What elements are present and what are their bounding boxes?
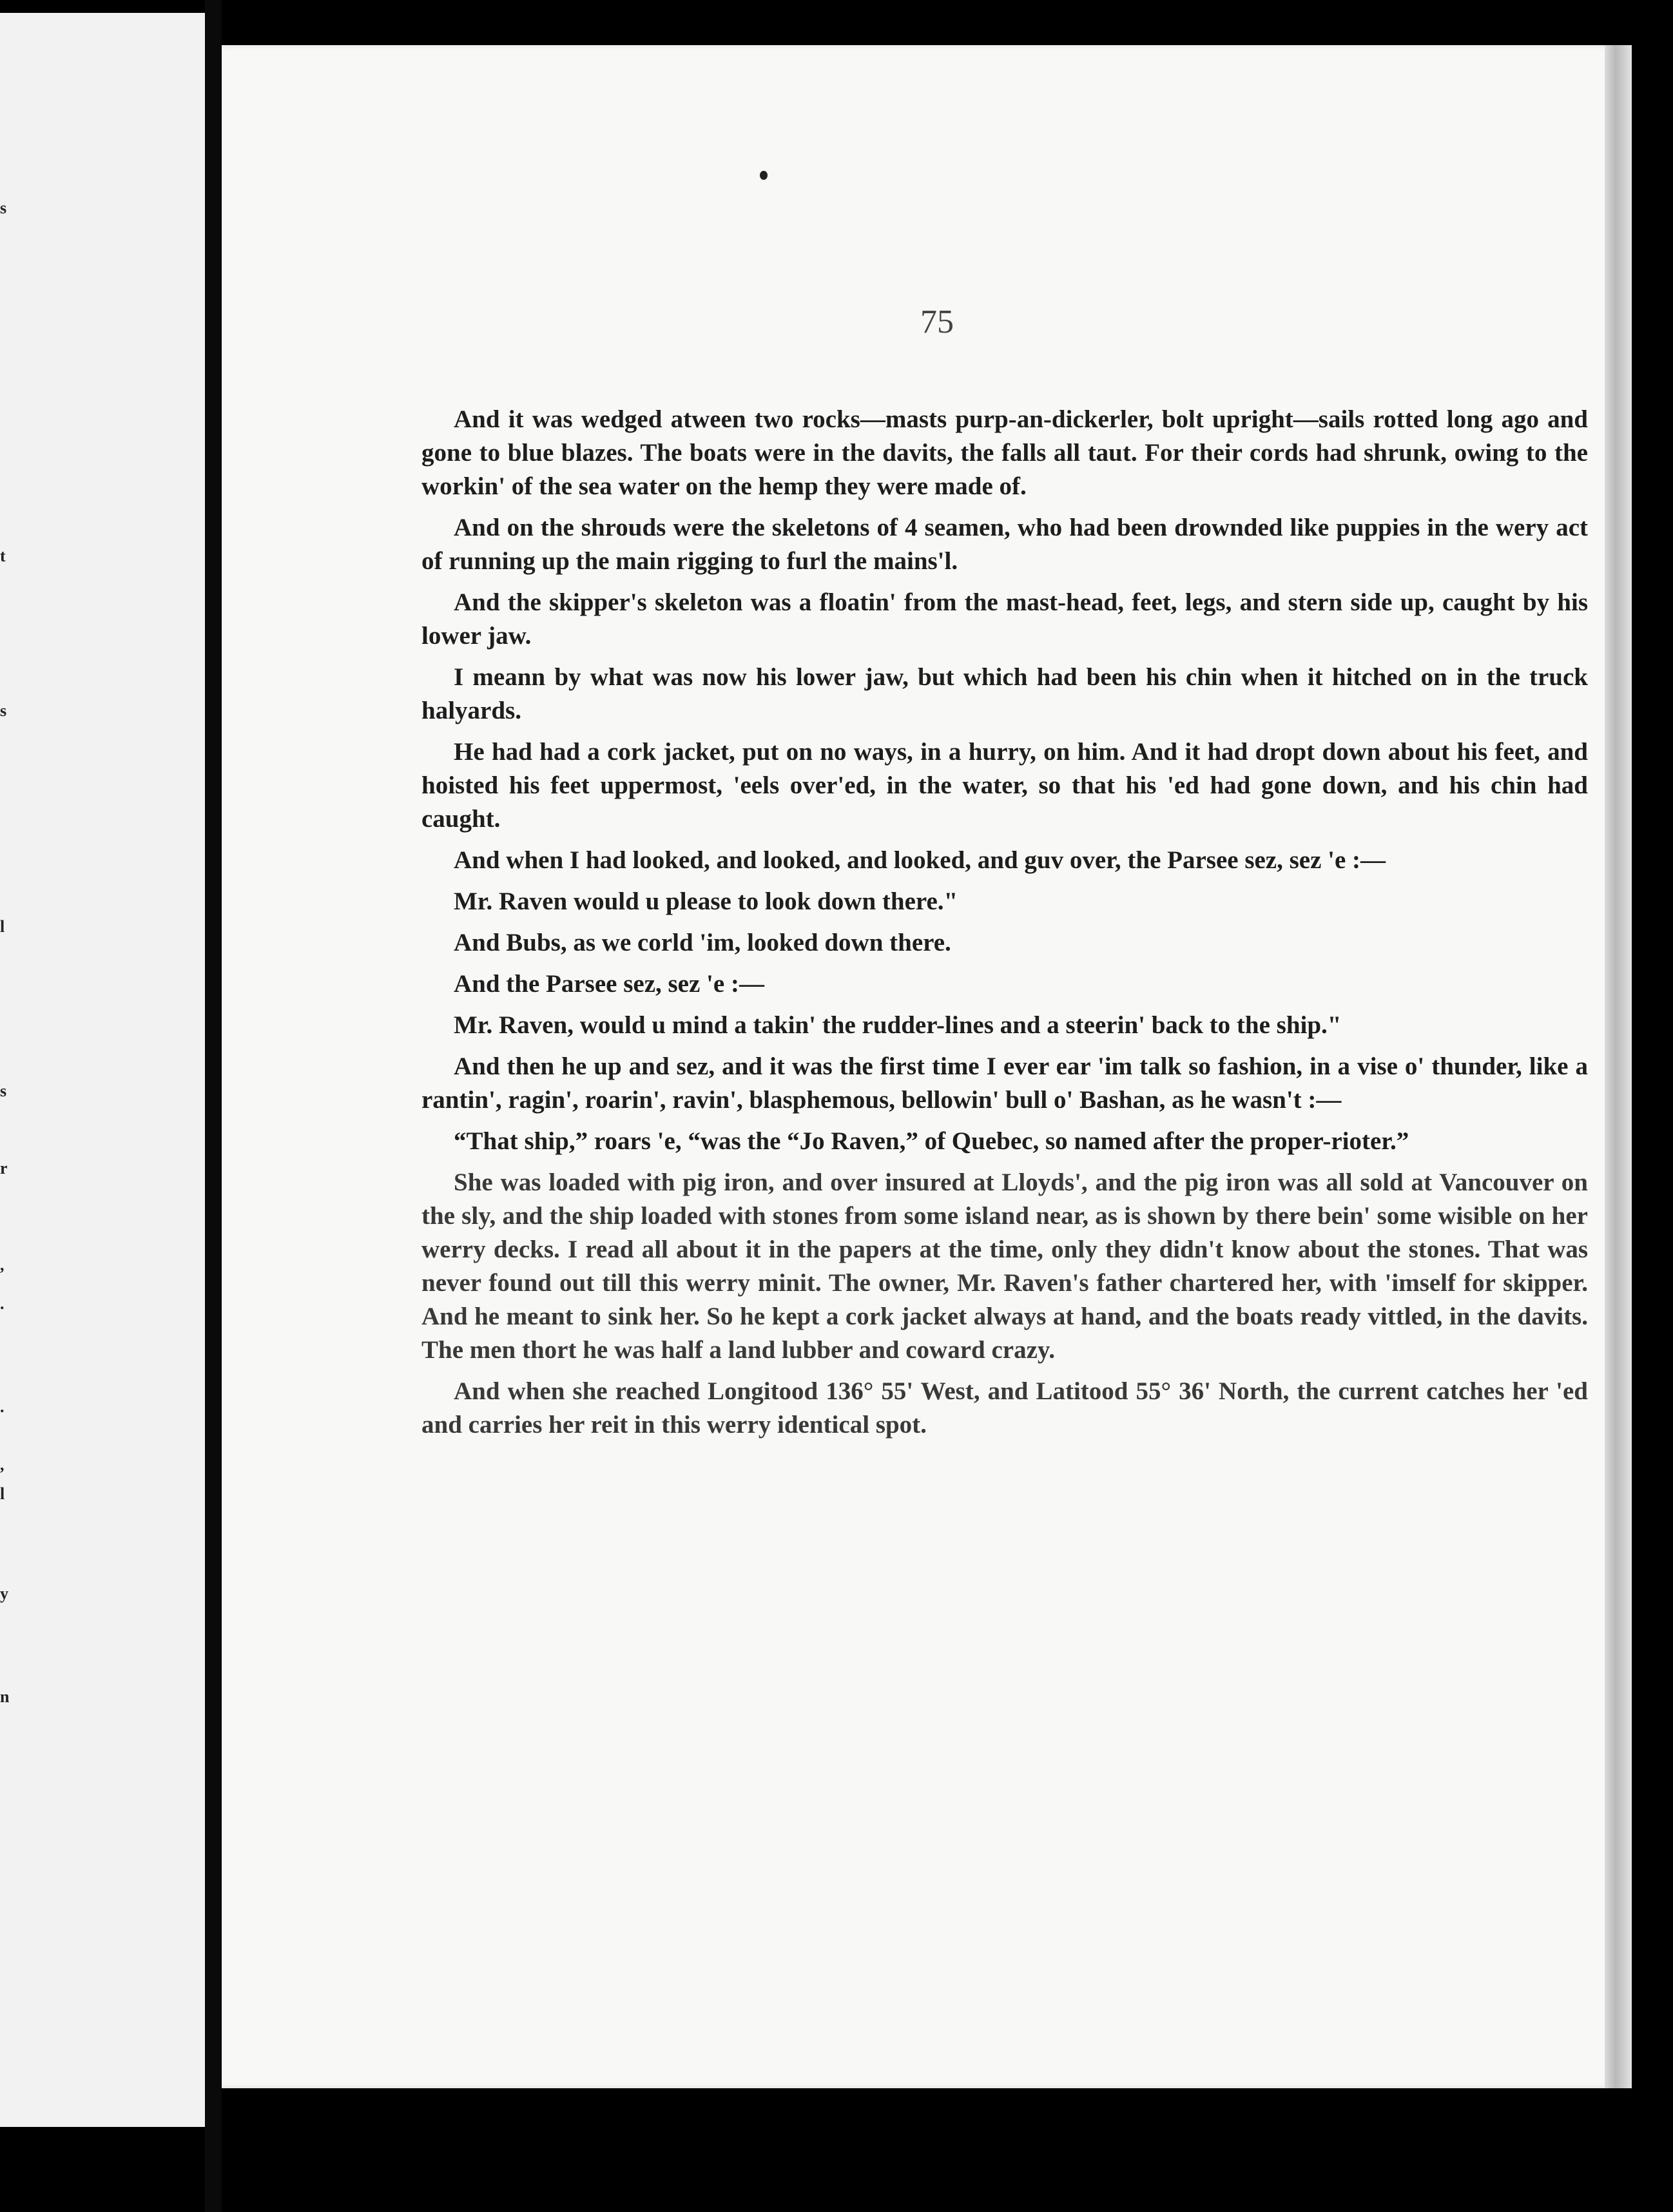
book-page xyxy=(222,45,1632,2088)
paragraph: And when she reached Longitood 136° 55' West, and Latitood 55° 36' North, the current catches her 'ed and carries her reit in this werry identical spot. xyxy=(421,1377,1588,1439)
paragraph: And it was wedged atween two rocks—masts purp-an-dickerler, bolt upright—sails rotted long ago and gone to blue blazes. The boats were in the davits, the falls all taut. For their cords had shrunk, owing to the workin' of the sea water on the hemp they were made of. xyxy=(421,405,1588,500)
left-page-edge-char: t xyxy=(0,547,6,565)
left-page-edge-char: l xyxy=(0,917,5,936)
paragraph: And Bubs, as we corld 'im, looked down there. xyxy=(454,929,951,956)
paragraph: And when I had looked, and looked, and looked, and guv over, the Parsee sez, sez 'e :— xyxy=(454,846,1386,874)
left-page-edge-char: s xyxy=(0,1082,7,1100)
left-page-edge-char: , xyxy=(0,1455,5,1474)
ink-dot xyxy=(760,171,768,180)
left-page-edge-char: s xyxy=(0,199,7,217)
adjacent-left-page xyxy=(0,13,205,2127)
book-gutter xyxy=(205,0,222,2212)
body-text xyxy=(421,403,1588,1450)
paragraph: She was loaded with pig iron, and over insured at Lloyds', and the pig iron was all sold at Vancouver on the sly, and the ship loaded with stones from some island near, as is shown by there bein' some wisible on her werry decks. I read all about it in the papers at the time, only they didn't know about the stones. That was never found out till this werry minit. The owner, Mr. Raven's father chartered her, with 'imself for skipper. And he meant to sink her. So he kept a cork jacket always at hand, and the boats ready vittled, in the davits. The men thort he was half a land lubber and coward crazy. xyxy=(421,1169,1588,1364)
left-page-edge-char: n xyxy=(0,1687,10,1706)
paragraph: Mr. Raven would u please to look down there." xyxy=(454,888,958,915)
left-page-edge-char: , xyxy=(0,1256,5,1274)
left-page-edge-char: r xyxy=(0,1159,8,1178)
paragraph: Mr. Raven, would u mind a takin' the rudder-lines and a steerin' back to the ship." xyxy=(454,1011,1342,1039)
left-page-edge-char: . xyxy=(0,1397,5,1416)
paragraph: I meann by what was now his lower jaw, but which had been his chin when it hitched on in the truck halyards. xyxy=(421,663,1588,724)
paragraph: And then he up and sez, and it was the first time I ever ear 'im talk so fashion, in a vise o' thunder, like a rantin', ragin', roarin', ravin', blasphemous, bellowin' bull o' Bashan, as he wasn't :— xyxy=(421,1053,1588,1114)
page-number: 75 xyxy=(920,304,954,340)
page-edge-shadow xyxy=(1605,45,1632,2088)
paragraph: He had had a cork jacket, put on no ways, in a hurry, on him. And it had dropt down about his feet, and hoisted his feet uppermost, 'eels over'ed, in the water, so that his 'ed had gone down, and his chin had caught. xyxy=(421,738,1588,833)
left-page-edge-char: s xyxy=(0,701,7,720)
paragraph: “That ship,” roars 'e, “was the “Jo Raven,” of Quebec, so named after the proper-rioter.” xyxy=(454,1127,1409,1155)
paragraph: And on the shrouds were the skeletons of 4 seamen, who had been drownded like puppies in the wery act of running up the main rigging to furl the mains'l. xyxy=(421,514,1588,575)
paragraph: And the Parsee sez, sez 'e :— xyxy=(454,970,764,998)
left-page-edge-char: . xyxy=(0,1294,5,1313)
paragraph: And the skipper's skeleton was a floatin' from the mast-head, feet, legs, and stern side up, caught by his lower jaw. xyxy=(421,588,1588,650)
left-page-edge-char: y xyxy=(0,1584,8,1603)
left-page-edge-char: l xyxy=(0,1484,5,1503)
